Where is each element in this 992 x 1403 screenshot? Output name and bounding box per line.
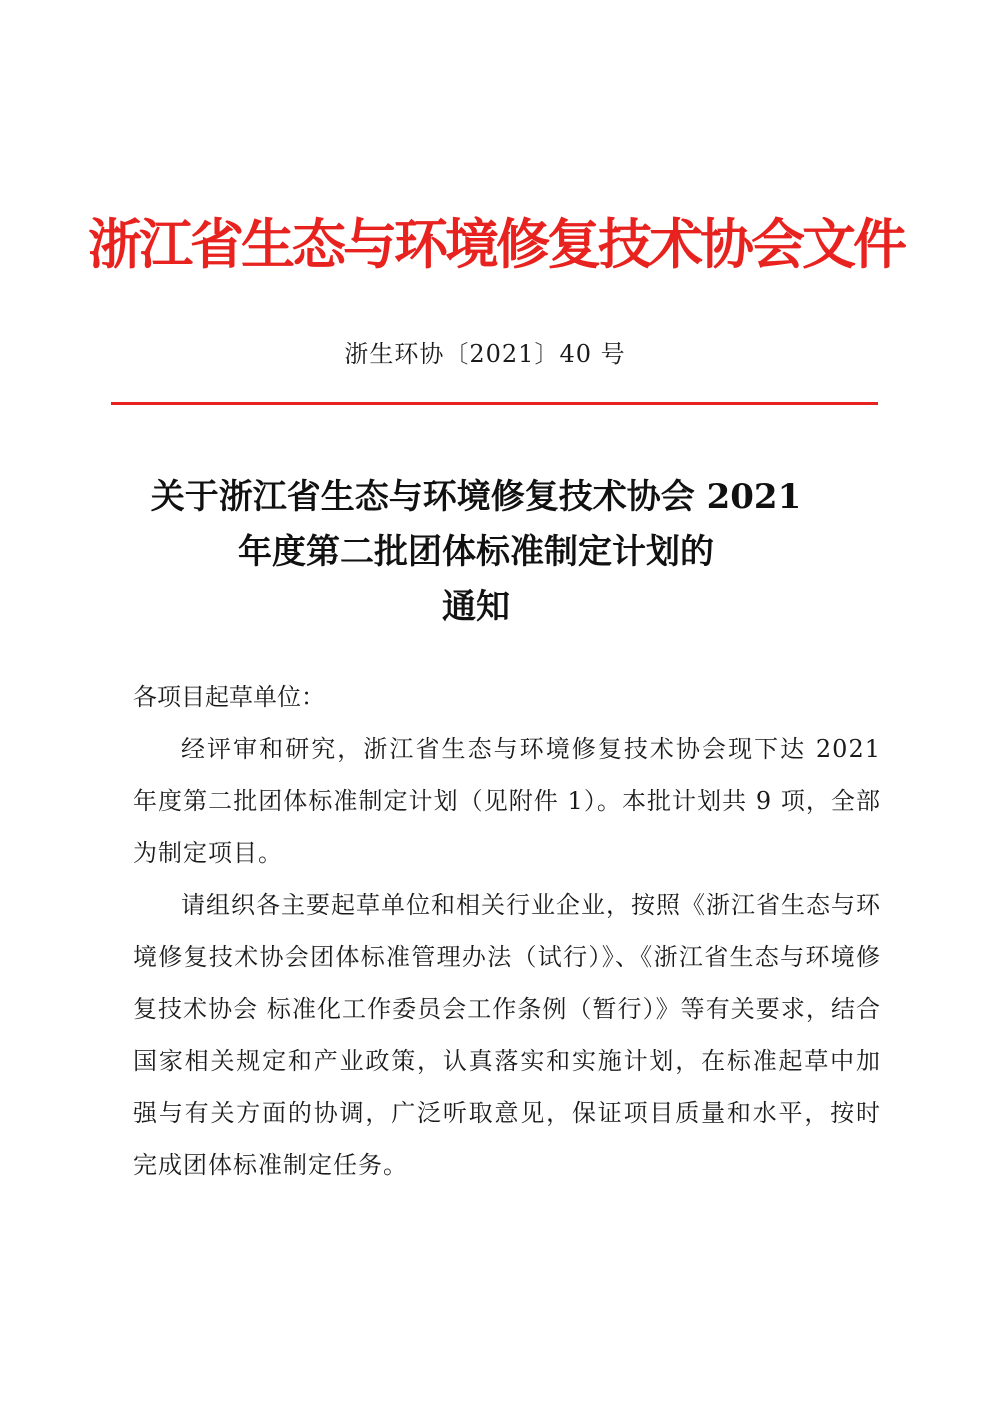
notice-title-line-3: 通知	[442, 587, 510, 627]
document-number: 浙生环协〔2021〕40 号	[344, 340, 626, 368]
body-paragraph-2: 请组织各主要起草单位和相关行业企业，按照《浙江省生态与环境修复技术协会团体标准管理办法（试行）》、《浙江省生态与环境修复技术协会 标准化工作委员会工作条例（暂行）》等有关要求，结合国家相关规定和产业政策，认真落实和实施计划，在标准起草中加强与有关方面的协调，广泛听取意见，保证项目质量和水平，按时完成团体标准制定任务。	[133, 891, 881, 1179]
notice-title-line-1: 关于浙江省生态与环境修复技术协会 2021	[150, 477, 802, 517]
red-divider	[111, 402, 878, 405]
masthead-title: 浙江省生态与环境修复技术协会文件	[88, 213, 904, 276]
salutation: 各项目起草单位：	[133, 683, 325, 711]
notice-title	[0, 470, 952, 635]
body-paragraph-1: 经评审和研究，浙江省生态与环境修复技术协会现下达 2021 年度第二批团体标准制定计划（见附件 1）。本批计划共 9 项，全部为制定项目。	[133, 735, 881, 867]
notice-title-line-2: 年度第二批团体标准制定计划的	[238, 532, 714, 572]
